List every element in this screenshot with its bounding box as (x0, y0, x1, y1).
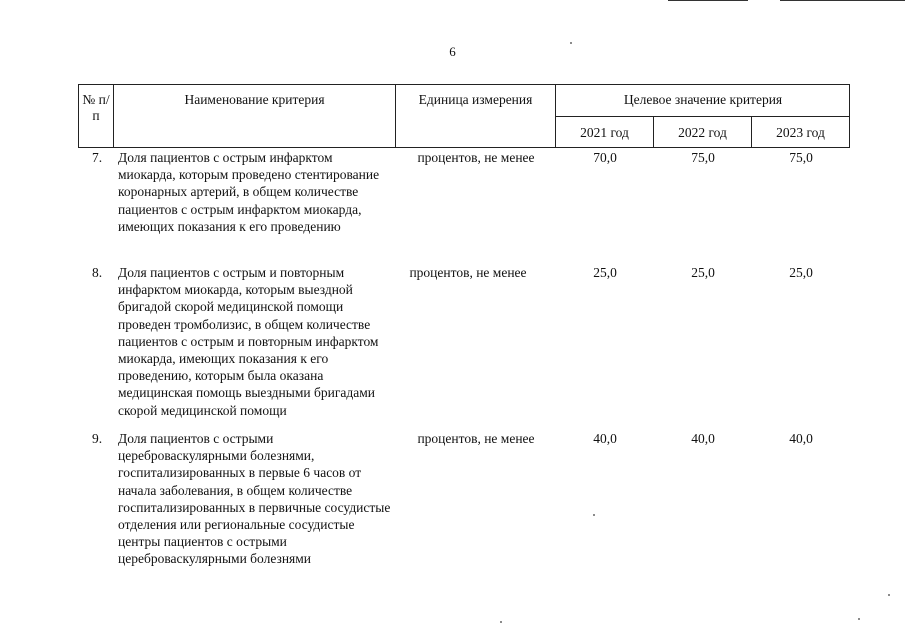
value-2023: 75,0 (789, 150, 813, 165)
row-number: 9. (91, 431, 103, 446)
unit-of-measure: процентов, не менее (417, 150, 535, 165)
scan-edge-line (668, 0, 748, 1)
row-number: 7. (91, 150, 103, 165)
criterion-name: Доля пациентов с острыми цереброваскулярными болезнями, госпитализированных в первые 6 часов от начала заболевания, в общем количестве госпитализированных в первичные сосудистые отделения или региональные сосудистые центры пациентов с острыми цереброваскулярными болезнями (118, 431, 391, 567)
scan-speck (888, 594, 890, 596)
header-num: № п/п (82, 92, 110, 123)
value-2022: 40,0 (691, 431, 715, 446)
page-number: 6 (449, 44, 456, 59)
header-unit: Единица измерения (418, 92, 533, 107)
row-number: 8. (91, 265, 103, 280)
header-target: Целевое значение критерия (623, 92, 783, 107)
header-year-2023: 2023 год (776, 125, 825, 140)
scan-speck (858, 618, 860, 620)
header-year-2021: 2021 год (580, 125, 629, 140)
row-divider (555, 116, 849, 117)
header-year-2022: 2022 год (678, 125, 727, 140)
scan-speck (570, 42, 572, 44)
criterion-name: Доля пациентов с острым инфарктом миокарда, которым проведено стентирование коронарных артерий, в общем количестве пациентов с острым инфарктом миокарда, имеющих показания к его проведению (118, 150, 380, 234)
header-name: Наименование критерия (184, 92, 325, 107)
unit-of-measure: процентов, не менее (409, 265, 527, 280)
unit-of-measure: процентов, не менее (417, 431, 535, 446)
value-2021: 40,0 (593, 431, 617, 446)
criterion-name: Доля пациентов с острым и повторным инфарктом миокарда, которым выездной бригадой скорой медицинской помощи проведен тромболизис, в общем количестве пациентов с острым и повторным инфарктом миокарда, имеющих показания к его проведению, которым была оказана медицинская помощь выездными бригадами скорой медицинской помощи (118, 265, 379, 418)
value-2023: 40,0 (789, 431, 813, 446)
value-2022: 25,0 (691, 265, 715, 280)
scan-speck (593, 514, 595, 516)
scan-edge-line (780, 0, 905, 1)
value-2021: 25,0 (593, 265, 617, 280)
table-header (78, 84, 850, 148)
value-2023: 25,0 (789, 265, 813, 280)
scan-speck (500, 621, 502, 623)
value-2022: 75,0 (691, 150, 715, 165)
value-2021: 70,0 (593, 150, 617, 165)
